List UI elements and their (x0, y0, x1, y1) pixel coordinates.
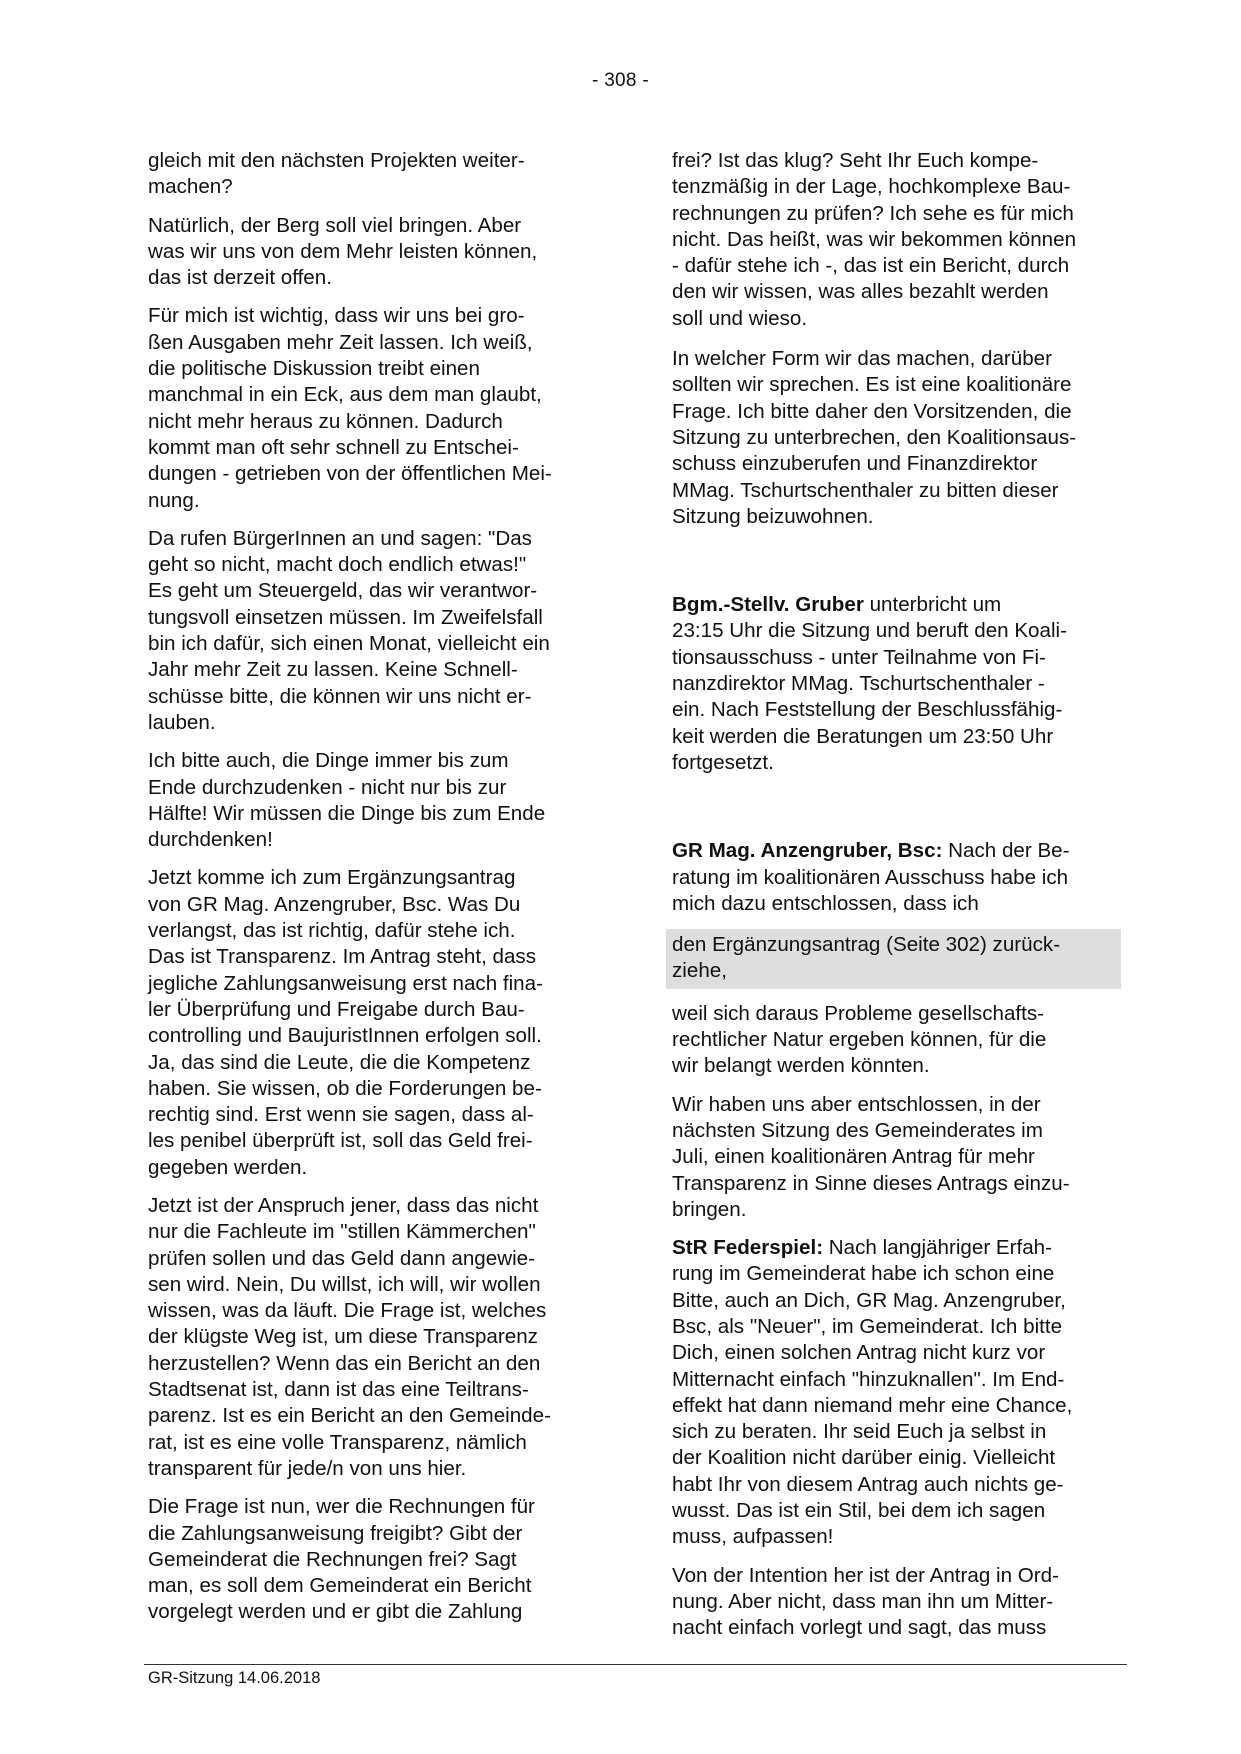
speaker-paragraph-gruber (672, 592, 1127, 776)
paragraph: Jetzt ist der Anspruch jener, dass das nicht nur die Fachleute im "stillen Kämmerchen" prüfen sollen und das Geld dann angewie- sen wird. Nein, Du willst, ich will, wir wollen wissen, was da läuft. Die Frage ist, welches der klügste Weg ist, um diese Transparenz herzustellen? Wenn das ein Bericht an den Stadtsenat ist, dann ist das eine Teiltrans- parenz. Ist es ein Bericht an den Gemeinde- rat, ist es eine volle Transparenz, nämlich transparent für jede/n von uns hier. (148, 1193, 551, 1480)
speaker-name: Bgm.-Stellv. Gruber (672, 593, 864, 617)
paragraph: Von der Intention her ist der Antrag in Ord- nung. Aber nicht, dass man ihn um Mitter- nacht einfach vorlegt und sagt, das muss (672, 1563, 1059, 1640)
paragraph: Natürlich, der Berg soll viel bringen. Aber was wir uns von dem Mehr leisten können, das ist derzeit offen. (148, 213, 538, 290)
highlighted-resolution: den Ergänzungsantrag (Seite 302) zurück- ziehe, (666, 929, 1121, 989)
right-column (672, 148, 1127, 1654)
paragraph: weil sich daraus Probleme gesellschafts- rechtlicher Natur ergeben können, für die wir belangt werden könnten. (672, 1001, 1047, 1078)
left-column (148, 148, 613, 1638)
speaker-text: Nach der Be- ratung im koalitionären Ausschuss habe ich mich dazu entschlossen, dass ich (672, 839, 1070, 915)
speaker-text: Nach langjähriger Erfah- rung im Gemeinderat habe ich schon eine Bitte, auch an Dich, GR Mag. Anzengruber, Bsc, als "Neuer", im Gemeinderat. Ich bitte Dich, einen solchen Antrag nicht kurz vor Mitternacht einfach "hinzuknallen". Im End- effekt hat dann niemand mehr eine Chance, sich zu beraten. Ihr seid Euch ja selbst in der Koalition nicht darüber einig. Vielleicht habt Ihr von diesem Antrag auch nichts ge- wusst. Das ist ein Stil, bei dem ich sagen muss, aufpassen! (672, 1236, 1073, 1549)
footer-label: GR-Sitzung 14.06.2018 (148, 1669, 321, 1687)
paragraph: gleich mit den nächsten Projekten weiter- machen? (148, 149, 525, 199)
paragraph: frei? Ist das klug? Seht Ihr Euch kompe- tenzmäßig in der Lage, hochkomplexe Bau- rechnungen zu prüfen? Ich sehe es für mich nicht. Das heißt, was wir bekommen können - dafür stehe ich -, das ist ein Bericht, durch den wir wissen, was alles bezahlt werden soll und wieso. (672, 149, 1077, 330)
section-gap (672, 788, 1127, 838)
speaker-name: StR Federspiel: (672, 1236, 824, 1260)
section-gap (672, 542, 1127, 592)
speaker-paragraph-federspiel (672, 1235, 1127, 1551)
paragraph: Wir haben uns aber entschlossen, in der nächsten Sitzung des Gemeinderates im Juli, einen koalitionären Antrag für mehr Transparenz in Sinne dieses Antrags einzu- bringen. (672, 1092, 1070, 1221)
paragraph: Für mich ist wichtig, dass wir uns bei gro- ßen Ausgaben mehr Zeit lassen. Ich weiß, die politische Diskussion treibt einen manchmal in ein Eck, aus dem man glaubt, nicht mehr heraus zu können. Dadurch kommt man oft sehr schnell zu Entschei- dungen - getrieben von der öffentlichen Mei- nung. (148, 304, 552, 512)
page-number: - 308 - (591, 70, 649, 91)
paragraph: Die Frage ist nun, wer die Rechnungen für die Zahlungsanweisung freigibt? Gibt der Gemeinderat die Rechnungen frei? Sagt man, es soll dem Gemeinderat ein Bericht vorgelegt werden und er gibt die Zahlung (148, 1495, 535, 1624)
paragraph: Da rufen BürgerInnen an und sagen: "Das geht so nicht, macht doch endlich etwas!" Es geht um Steuergeld, das wir verantwor- tungsvoll einsetzen müssen. Im Zweifelsfall bin ich dafür, sich einen Monat, vielleicht ein Jahr mehr Zeit zu lassen. Keine Schnell- schüsse bitte, die können wir uns nicht er- lauben. (148, 526, 550, 734)
paragraph: Ich bitte auch, die Dinge immer bis zum Ende durchzudenken - nicht nur bis zur Hälfte! Wir müssen die Dinge bis zum Ende durchdenken! (148, 749, 546, 852)
paragraph: In welcher Form wir das machen, darüber sollten wir sprechen. Es ist eine koalitionäre Frage. Ich bitte daher den Vorsitzenden, die Sitzung zu unterbrechen, den Koalitionsaus- schuss einzuberufen und Finanzdirektor MMag. Tschurtschenthaler zu bitten dieser Sitzung beizuwohnen. (672, 347, 1077, 528)
footer-divider (144, 1664, 1127, 1665)
speaker-text: unterbricht um 23:15 Uhr die Sitzung und beruft den Koali- tionsausschuss - unter Teilnahme von Fi- nanzdirektor MMag. Tschurtschenthaler - ein. Nach Feststellung der Beschlussfähig- keit werden die Beratungen um 23:50 Uhr fortgesetzt. (672, 593, 1067, 774)
paragraph: Jetzt komme ich zum Ergänzungsantrag von GR Mag. Anzengruber, Bsc. Was Du verlangst, das ist richtig, dafür stehe ich. Das ist Transparenz. Im Antrag steht, dass jegliche Zahlungsanweisung erst nach fina- ler Überprüfung und Freigabe durch Bau- controlling und BaujuristInnen erfolgen soll. Ja, das sind die Leute, die die Kompetenz haben. Sie wissen, ob die Forderungen be- rechtig sind. Erst wenn sie sagen, dass al- les penibel überprüft ist, soll das Geld frei- gegeben werden. (148, 866, 543, 1179)
speaker-paragraph-anzengruber (672, 838, 1127, 917)
speaker-name: GR Mag. Anzengruber, Bsc: (672, 839, 943, 863)
